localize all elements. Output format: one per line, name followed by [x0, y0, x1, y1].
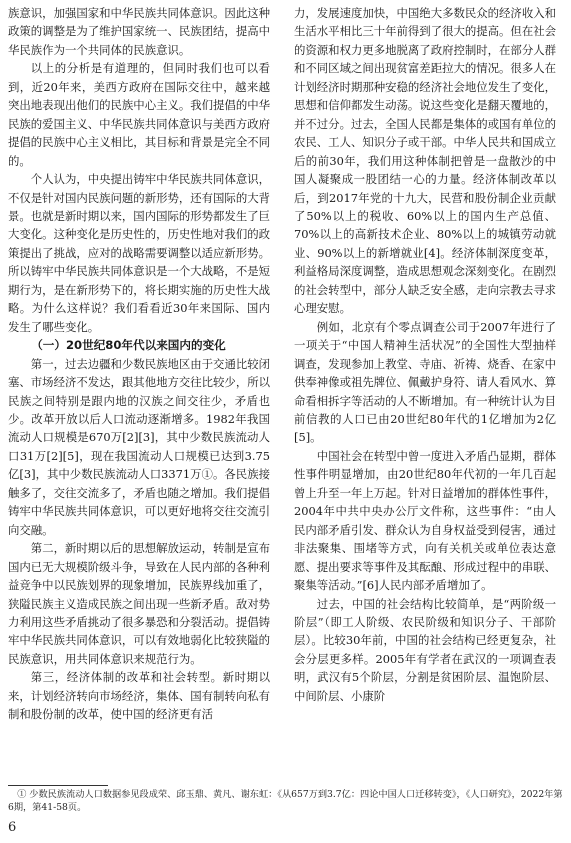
paragraph: 过去，中国的社会结构比较简单，是“两阶级一阶层”（即工人阶级、农民阶级和知识分子、干部阶层）。比较30年前，中国的社会结构已经更复杂，社会分层更多样。2005年有学者在武汉的一项调查表明，武汉有5个阶层，分割是贫困阶层、温饱阶层、中间阶层、小康阶 [294, 596, 556, 703]
paragraph: 第二，新时期以后的思想解放运动，转制是宣布国内已无大规模阶级斗争，导致在人民内部的各种利益竞争中以民族划界的现象增加，民族界线加重了，狭隘民族主义造成民族之间出现一些新矛盾。敌对势力利用这些矛盾挑动了很多暴恐和分裂活动。提倡铸牢中华民族共同体意识，可以有效地弱化比较狭隘的民族意识，用共同体意识来规范行为。 [8, 541, 271, 666]
footnote: ① 少数民族流动人口数据参见段成荣、邱玉鼎、黄凡、谢东虹：《从657万到3.7亿：四论中国人口迁移转变》，《人口研究》，2022年第6期，第41-58页。 [8, 789, 563, 813]
right-column [294, 4, 556, 705]
paragraph: 以上的分析是有道理的，但同时我们也可以看到，近20年来，美西方政府在国际交往中，越来越突出地表现出他们的民族中心主义。我们提倡的中华民族的爱国主义、中华民族共同体意识与美西方政府提倡的民族中心主义相比，其目标和背景是完全不同的。 [8, 61, 270, 168]
paragraph: 中国社会在转型中曾一度进入矛盾凸显期，群体性事件明显增加，由20世纪80年代初的一年几百起曾上升至一年上万起。针对日益增加的群体性事件，2004年中共中央办公厅文件称，这些事件：“由人民内部矛盾引发、群众认为自身权益受到侵害，通过非法聚集、围堵等方式，向有关机关或单位表达意愿、提出要求等事件及其酝酿、形成过程中的串联、聚集等活动。”[6]人民内部矛盾增加了。 [294, 448, 557, 593]
paragraph: 第一，过去边疆和少数民族地区由于交通比较闭塞、市场经济不发达，跟其他地方交往比较少，所以民族之间特别是跟内地的汉族之间交往少，矛盾也少。改革开放以后人口流动逐渐增多。1982年我国流动人口规模是670万[2][3]，其中少数民族流动人口31万[2][5]，现在我国流动人口规模已达到3.75亿[3]，其中少数民族流动人口3371万①。各民族接触多了，交往交流多了，矛盾也随之增加。我们提倡铸牢中华民族共同体意识，可以更好地将交往交流引向交融。 [8, 356, 271, 537]
footnote-divider [8, 785, 108, 786]
paragraph: 力，发展速度加快，中国绝大多数民众的经济收入和生活水平相比三十年前得到了很大的提高。但在社会的资源和权力更多地脱离了政府控制时，在部分人群和不同区域之间出现贫富差距拉大的情况。很多人在计划经济时期那种安稳的经济社会地位发生了变化，思想和信仰都发生动荡。说这些变化是翻天覆地的，并不过分。过去，全国人民都是集体的或国有单位的农民、工人、知识分子或干部。中华人民共和国成立后的前30年，我们用这种体制把曾是一盘散沙的中国人凝聚成一股团结一心的力量。经济体制改革以后，到2017年党的十九大，民营和股份制企业贡献了50%以上的税收、60%以上的国内生产总值、70%以上的高新技术企业、80%以上的城镇劳动就业、90%以上的新增就业[4]。经济体制深度变革，利益格局深度调整，造成思想观念深刻变化。在剧烈的社会转型中，部分人缺乏安全感，走向宗教去寻求心理安慰。 [294, 6, 556, 316]
page-number: 6 [8, 820, 17, 835]
paragraph: 第三，经济体制的改革和社会转型。新时期以来，计划经济转向市场经济，集体、国有制转向私有制和股份制的改革，使中国的经济更有活 [8, 670, 270, 722]
left-column [8, 4, 270, 724]
paragraph: 个人认为，中央提出铸牢中华民族共同体意识，不仅是针对国内民族问题的新形势，还有国际的大背景。也就是新时期以来，国内国际的形势都发生了巨大变化。这种变化是历史性的，历史性地对我们的政策提出了挑战，应对的战略需要调整以适应新形势。所以铸牢中华民族共同体意识是一个大战略，不是短期行为，是在新形势下的，将长期实施的历史性大战略。为什么这样说？我们看看近30年来国际、国内发生了哪些变化。 [8, 172, 271, 334]
section-heading: （一）20世纪80年代以来国内的变化 [31, 338, 226, 353]
paragraph: 例如，北京有个零点调查公司于2007年进行了一项关于“中国人精神生活状况”的全国性大型抽样调查，发现参加上教堂、寺庙、祈祷、烧香、在家中供奉神像或祖先牌位、佩戴护身符、请人看风水、算命看相拆字等活动的人不断增加。有一种统计认为目前信教的人口已由20世纪80年代的1亿增加为2亿[5]。 [294, 319, 556, 445]
paragraph: 族意识，加强国家和中华民族共同体意识。因此这种政策的调整是为了维护国家统一、民族团结，提高中华民族作为一个共同体的民族意识。 [8, 6, 270, 57]
